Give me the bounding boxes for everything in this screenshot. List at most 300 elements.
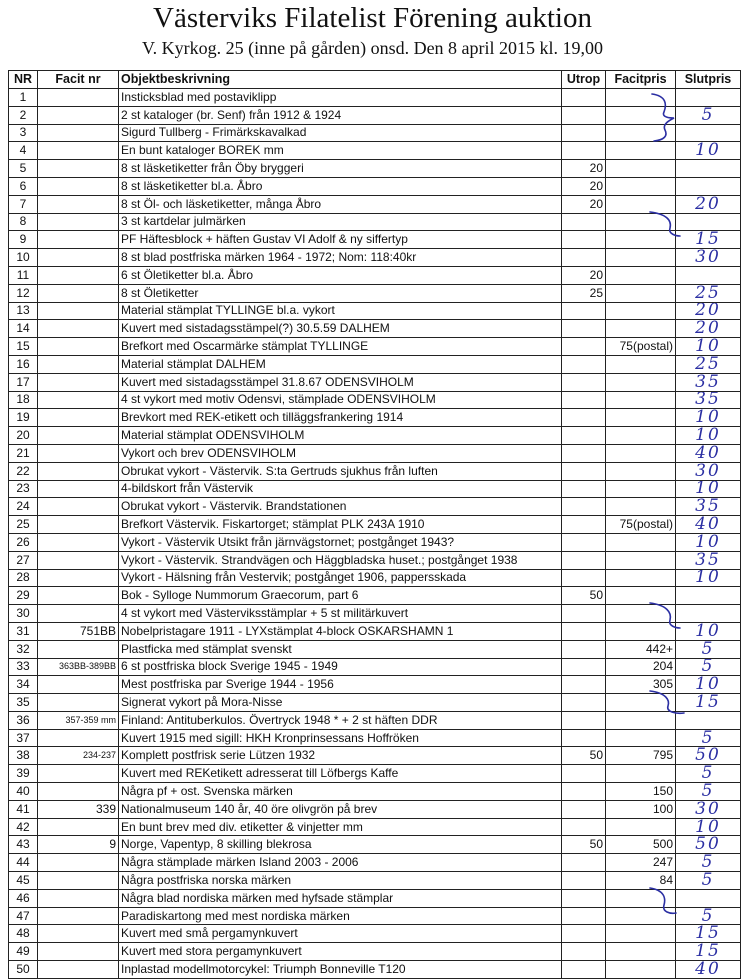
column-header-facit-nr: Facit nr — [38, 71, 119, 89]
cell-description: 3 st kartdelar julmärken — [119, 213, 562, 231]
cell-facitpris — [606, 533, 676, 551]
cell-slutpris — [676, 605, 741, 623]
cell-facit-nr — [38, 106, 119, 124]
cell-facit-nr — [38, 587, 119, 605]
column-header-utrop: Utrop — [562, 71, 606, 89]
cell-slutpris: 40 — [676, 444, 741, 462]
cell-nr: 11 — [9, 266, 38, 284]
cell-facit-nr — [38, 266, 119, 284]
cell-facitpris — [606, 462, 676, 480]
cell-description: Vykort och brev ODENSVIHOLM — [119, 444, 562, 462]
cell-facitpris — [606, 622, 676, 640]
cell-facit-nr — [38, 676, 119, 694]
cell-facitpris — [606, 177, 676, 195]
cell-facit-nr — [38, 818, 119, 836]
cell-utrop: 20 — [562, 195, 606, 213]
cell-description: 8 st Öl- och läsketiketter, många Åbro — [119, 195, 562, 213]
cell-facit-nr — [38, 605, 119, 623]
cell-slutpris: 10 — [676, 533, 741, 551]
cell-slutpris: 35 — [676, 373, 741, 391]
cell-facitpris — [606, 355, 676, 373]
cell-nr: 27 — [9, 551, 38, 569]
cell-utrop: 20 — [562, 266, 606, 284]
cell-slutpris: 5 — [676, 783, 741, 801]
cell-nr: 2 — [9, 106, 38, 124]
cell-facit-nr — [38, 89, 119, 107]
cell-facit-nr — [38, 355, 119, 373]
cell-slutpris — [676, 89, 741, 107]
cell-description: Inplastad modellmotorcykel: Triumph Bonneville T120 — [119, 961, 562, 979]
cell-facitpris — [606, 943, 676, 961]
cell-description: Obrukat vykort - Västervik. S:ta Gertruds sjukhus från luften — [119, 462, 562, 480]
table-row — [9, 533, 741, 551]
cell-facit-nr — [38, 551, 119, 569]
cell-nr: 26 — [9, 533, 38, 551]
cell-facit-nr — [38, 427, 119, 445]
cell-utrop — [562, 854, 606, 872]
cell-facitpris — [606, 711, 676, 729]
cell-facit-nr — [38, 961, 119, 979]
cell-slutpris: 10 — [676, 409, 741, 427]
table-row — [9, 195, 741, 213]
cell-nr: 35 — [9, 694, 38, 712]
table-row — [9, 925, 741, 943]
cell-facit-nr — [38, 765, 119, 783]
cell-nr: 34 — [9, 676, 38, 694]
table-row — [9, 355, 741, 373]
cell-utrop — [562, 800, 606, 818]
cell-utrop — [562, 889, 606, 907]
cell-facitpris — [606, 266, 676, 284]
cell-nr: 13 — [9, 302, 38, 320]
cell-description: Vykort - Västervik. Strandvägen och Häggbladska huset.; postgånget 1938 — [119, 551, 562, 569]
cell-slutpris: 15 — [676, 231, 741, 249]
cell-slutpris: 40 — [676, 961, 741, 979]
cell-facit-nr — [38, 462, 119, 480]
cell-slutpris: 25 — [676, 355, 741, 373]
cell-facit-nr — [38, 195, 119, 213]
cell-slutpris: 5 — [676, 640, 741, 658]
cell-nr: 47 — [9, 907, 38, 925]
cell-utrop — [562, 106, 606, 124]
table-row — [9, 872, 741, 890]
cell-nr: 8 — [9, 213, 38, 231]
cell-description: En bunt brev med div. etiketter & vinjetter mm — [119, 818, 562, 836]
cell-utrop — [562, 605, 606, 623]
cell-facit-nr — [38, 872, 119, 890]
table-row — [9, 462, 741, 480]
cell-slutpris: 30 — [676, 249, 741, 267]
table-row — [9, 587, 741, 605]
cell-nr: 18 — [9, 391, 38, 409]
table-row — [9, 729, 741, 747]
table-row — [9, 907, 741, 925]
table-row — [9, 569, 741, 587]
cell-utrop — [562, 213, 606, 231]
cell-slutpris: 35 — [676, 391, 741, 409]
cell-description: Insticksblad med postaviklipp — [119, 89, 562, 107]
cell-description: Finland: Antituberkulos. Övertryck 1948 * + 2 st häften DDR — [119, 711, 562, 729]
cell-nr: 37 — [9, 729, 38, 747]
table-row — [9, 177, 741, 195]
table-row — [9, 889, 741, 907]
cell-slutpris — [676, 587, 741, 605]
cell-description: Sigurd Tullberg - Frimärkskavalkad — [119, 124, 562, 142]
cell-facit-nr — [38, 925, 119, 943]
cell-facit-nr — [38, 783, 119, 801]
cell-facitpris: 75(postal) — [606, 338, 676, 356]
cell-description: Material stämplat ODENSVIHOLM — [119, 427, 562, 445]
cell-nr: 49 — [9, 943, 38, 961]
cell-slutpris: 30 — [676, 462, 741, 480]
cell-facit-nr — [38, 231, 119, 249]
cell-facit-nr — [38, 391, 119, 409]
table-row — [9, 89, 741, 107]
cell-nr: 40 — [9, 783, 38, 801]
cell-facitpris — [606, 195, 676, 213]
cell-nr: 7 — [9, 195, 38, 213]
cell-utrop — [562, 498, 606, 516]
cell-description: Några postfriska norska märken — [119, 872, 562, 890]
cell-facitpris — [606, 409, 676, 427]
cell-description: Några stämplade märken Island 2003 - 2006 — [119, 854, 562, 872]
table-body — [9, 89, 741, 979]
cell-slutpris: 10 — [676, 569, 741, 587]
cell-nr: 14 — [9, 320, 38, 338]
cell-facitpris — [606, 89, 676, 107]
table-row — [9, 427, 741, 445]
table-row — [9, 783, 741, 801]
cell-slutpris: 30 — [676, 800, 741, 818]
cell-facitpris — [606, 249, 676, 267]
cell-facitpris: 247 — [606, 854, 676, 872]
cell-description: Nationalmuseum 140 år, 40 öre olivgrön på brev — [119, 800, 562, 818]
cell-facit-nr — [38, 160, 119, 178]
cell-utrop — [562, 338, 606, 356]
auction-table — [8, 70, 741, 979]
cell-utrop — [562, 409, 606, 427]
cell-slutpris: 10 — [676, 622, 741, 640]
cell-description: Obrukat vykort - Västervik. Brandstationen — [119, 498, 562, 516]
cell-utrop — [562, 943, 606, 961]
cell-utrop: 50 — [562, 836, 606, 854]
cell-slutpris: 10 — [676, 818, 741, 836]
cell-nr: 1 — [9, 89, 38, 107]
cell-slutpris: 15 — [676, 694, 741, 712]
cell-description: 6 st Öletiketter bl.a. Åbro — [119, 266, 562, 284]
cell-description: Nobelpristagare 1911 - LYXstämplat 4-block OSKARSHAMN 1 — [119, 622, 562, 640]
cell-facitpris — [606, 569, 676, 587]
cell-facitpris: 75(postal) — [606, 516, 676, 534]
cell-nr: 4 — [9, 142, 38, 160]
table-row — [9, 498, 741, 516]
table-row — [9, 124, 741, 142]
cell-description: 8 st läsketiketter från Öby bryggeri — [119, 160, 562, 178]
cell-facit-nr — [38, 640, 119, 658]
cell-facitpris — [606, 124, 676, 142]
column-header-nr: NR — [9, 71, 38, 89]
cell-utrop: 50 — [562, 587, 606, 605]
table-row — [9, 676, 741, 694]
cell-nr: 19 — [9, 409, 38, 427]
cell-utrop — [562, 783, 606, 801]
cell-description: Kuvert med små pergamynkuvert — [119, 925, 562, 943]
table-row — [9, 320, 741, 338]
cell-facitpris: 150 — [606, 783, 676, 801]
cell-description: Brevkort med REK-etikett och tilläggsfrankering 1914 — [119, 409, 562, 427]
table-row — [9, 373, 741, 391]
cell-utrop — [562, 89, 606, 107]
cell-slutpris — [676, 160, 741, 178]
table-row — [9, 391, 741, 409]
cell-facitpris — [606, 391, 676, 409]
cell-slutpris: 5 — [676, 907, 741, 925]
cell-description: Kuvert med stora pergamynkuvert — [119, 943, 562, 961]
table-row — [9, 747, 741, 765]
cell-facit-nr: 234-237 — [38, 747, 119, 765]
cell-facit-nr — [38, 142, 119, 160]
cell-nr: 29 — [9, 587, 38, 605]
cell-nr: 22 — [9, 462, 38, 480]
cell-facitpris — [606, 925, 676, 943]
cell-nr: 28 — [9, 569, 38, 587]
cell-utrop — [562, 355, 606, 373]
cell-nr: 50 — [9, 961, 38, 979]
cell-description: En bunt kataloger BOREK mm — [119, 142, 562, 160]
table-row — [9, 800, 741, 818]
cell-description: Vykort - Hälsning från Vestervik; postgånget 1906, pappersskada — [119, 569, 562, 587]
table-row — [9, 551, 741, 569]
cell-utrop — [562, 729, 606, 747]
cell-nr: 36 — [9, 711, 38, 729]
cell-facit-nr — [38, 444, 119, 462]
cell-facitpris: 795 — [606, 747, 676, 765]
cell-facit-nr — [38, 943, 119, 961]
cell-facit-nr: 363BB-389BB — [38, 658, 119, 676]
cell-facit-nr — [38, 889, 119, 907]
cell-facit-nr — [38, 480, 119, 498]
cell-utrop — [562, 872, 606, 890]
cell-facitpris — [606, 729, 676, 747]
cell-nr: 32 — [9, 640, 38, 658]
table-row — [9, 231, 741, 249]
cell-utrop — [562, 249, 606, 267]
cell-nr: 46 — [9, 889, 38, 907]
cell-utrop — [562, 231, 606, 249]
cell-facitpris — [606, 961, 676, 979]
cell-nr: 20 — [9, 427, 38, 445]
cell-utrop — [562, 391, 606, 409]
cell-facit-nr: 751BB — [38, 622, 119, 640]
table-row — [9, 943, 741, 961]
cell-facit-nr — [38, 320, 119, 338]
cell-utrop — [562, 907, 606, 925]
table-row — [9, 516, 741, 534]
cell-utrop — [562, 961, 606, 979]
cell-slutpris: 10 — [676, 480, 741, 498]
cell-facitpris — [606, 765, 676, 783]
cell-facit-nr — [38, 302, 119, 320]
cell-utrop: 25 — [562, 284, 606, 302]
cell-utrop — [562, 480, 606, 498]
cell-description: 6 st postfriska block Sverige 1945 - 1949 — [119, 658, 562, 676]
cell-nr: 45 — [9, 872, 38, 890]
cell-utrop — [562, 320, 606, 338]
cell-nr: 24 — [9, 498, 38, 516]
cell-slutpris: 10 — [676, 142, 741, 160]
cell-slutpris: 50 — [676, 836, 741, 854]
cell-facit-nr — [38, 516, 119, 534]
cell-nr: 25 — [9, 516, 38, 534]
cell-slutpris: 5 — [676, 854, 741, 872]
cell-facit-nr — [38, 284, 119, 302]
cell-slutpris: 5 — [676, 106, 741, 124]
cell-slutpris: 5 — [676, 658, 741, 676]
cell-facit-nr — [38, 569, 119, 587]
cell-facitpris — [606, 142, 676, 160]
cell-utrop — [562, 640, 606, 658]
cell-utrop — [562, 818, 606, 836]
cell-slutpris: 5 — [676, 765, 741, 783]
table-row — [9, 694, 741, 712]
cell-facit-nr — [38, 249, 119, 267]
cell-facit-nr — [38, 854, 119, 872]
table-row — [9, 142, 741, 160]
table-row — [9, 854, 741, 872]
cell-utrop — [562, 516, 606, 534]
cell-slutpris: 15 — [676, 925, 741, 943]
cell-utrop — [562, 124, 606, 142]
cell-facitpris — [606, 694, 676, 712]
cell-description: Bok - Sylloge Nummorum Graecorum, part 6 — [119, 587, 562, 605]
cell-description: 8 st blad postfriska märken 1964 - 1972; Nom: 118:40kr — [119, 249, 562, 267]
cell-facitpris — [606, 160, 676, 178]
cell-facitpris: 84 — [606, 872, 676, 890]
table-row — [9, 160, 741, 178]
cell-utrop — [562, 444, 606, 462]
table-row — [9, 213, 741, 231]
cell-facitpris: 442+ — [606, 640, 676, 658]
cell-facitpris: 100 — [606, 800, 676, 818]
cell-nr: 33 — [9, 658, 38, 676]
cell-utrop — [562, 765, 606, 783]
cell-nr: 30 — [9, 605, 38, 623]
cell-slutpris: 20 — [676, 302, 741, 320]
cell-utrop — [562, 676, 606, 694]
cell-facit-nr — [38, 533, 119, 551]
cell-utrop — [562, 142, 606, 160]
cell-facitpris: 500 — [606, 836, 676, 854]
page-subtitle: V. Kyrkog. 25 (inne på gården) onsd. Den 8 april 2015 kl. 19,00 — [141, 38, 604, 58]
cell-slutpris — [676, 889, 741, 907]
cell-facitpris — [606, 818, 676, 836]
cell-facitpris — [606, 444, 676, 462]
cell-facitpris — [606, 587, 676, 605]
cell-utrop — [562, 427, 606, 445]
table-row — [9, 640, 741, 658]
cell-nr: 9 — [9, 231, 38, 249]
cell-facitpris — [606, 605, 676, 623]
cell-nr: 15 — [9, 338, 38, 356]
cell-facit-nr — [38, 729, 119, 747]
cell-description: 8 st Öletiketter — [119, 284, 562, 302]
cell-slutpris: 35 — [676, 498, 741, 516]
cell-slutpris: 40 — [676, 516, 741, 534]
table-row — [9, 765, 741, 783]
cell-description: Norge, Vapentyp, 8 skilling blekrosa — [119, 836, 562, 854]
cell-facitpris — [606, 284, 676, 302]
cell-facit-nr — [38, 124, 119, 142]
cell-utrop: 50 — [562, 747, 606, 765]
cell-description: Mest postfriska par Sverige 1944 - 1956 — [119, 676, 562, 694]
cell-nr: 31 — [9, 622, 38, 640]
table-header — [9, 71, 741, 89]
cell-utrop — [562, 711, 606, 729]
cell-facit-nr — [38, 907, 119, 925]
cell-utrop — [562, 658, 606, 676]
table-row — [9, 249, 741, 267]
table-row — [9, 818, 741, 836]
cell-facit-nr — [38, 498, 119, 516]
cell-facitpris: 305 — [606, 676, 676, 694]
cell-facit-nr: 339 — [38, 800, 119, 818]
cell-facitpris — [606, 498, 676, 516]
cell-nr: 21 — [9, 444, 38, 462]
cell-facitpris — [606, 551, 676, 569]
cell-description: Material stämplat DALHEM — [119, 355, 562, 373]
cell-facitpris — [606, 373, 676, 391]
cell-description: Paradiskartong med mest nordiska märken — [119, 907, 562, 925]
cell-utrop — [562, 622, 606, 640]
cell-nr: 43 — [9, 836, 38, 854]
cell-facitpris — [606, 480, 676, 498]
cell-nr: 38 — [9, 747, 38, 765]
cell-utrop — [562, 533, 606, 551]
column-header-description: Objektbeskrivning — [119, 71, 562, 89]
cell-slutpris — [676, 124, 741, 142]
column-header-facitpris: Facitpris — [606, 71, 676, 89]
table-row — [9, 106, 741, 124]
cell-slutpris: 25 — [676, 284, 741, 302]
table-row — [9, 284, 741, 302]
cell-utrop — [562, 569, 606, 587]
cell-facit-nr — [38, 213, 119, 231]
cell-slutpris: 5 — [676, 872, 741, 890]
cell-facitpris — [606, 427, 676, 445]
cell-description: 8 st läsketiketter bl.a. Åbro — [119, 177, 562, 195]
cell-slutpris — [676, 177, 741, 195]
cell-description: 4-bildskort från Västervik — [119, 480, 562, 498]
cell-facit-nr: 357-359 mm — [38, 711, 119, 729]
cell-nr: 39 — [9, 765, 38, 783]
cell-utrop — [562, 462, 606, 480]
cell-facit-nr — [38, 177, 119, 195]
cell-facitpris — [606, 213, 676, 231]
cell-description: Vykort - Västervik Utsikt från järnvägstornet; postgånget 1943? — [119, 533, 562, 551]
page-title: Västerviks Filatelist Förening auktion — [153, 2, 592, 34]
cell-facit-nr — [38, 338, 119, 356]
cell-description: PF Häftesblock + häften Gustav VI Adolf & ny siffertyp — [119, 231, 562, 249]
cell-slutpris — [676, 266, 741, 284]
cell-facitpris: 204 — [606, 658, 676, 676]
cell-nr: 16 — [9, 355, 38, 373]
cell-nr: 5 — [9, 160, 38, 178]
cell-slutpris: 5 — [676, 729, 741, 747]
cell-nr: 17 — [9, 373, 38, 391]
cell-description: 2 st kataloger (br. Senf) från 1912 & 1924 — [119, 106, 562, 124]
cell-facitpris — [606, 106, 676, 124]
cell-facitpris — [606, 889, 676, 907]
